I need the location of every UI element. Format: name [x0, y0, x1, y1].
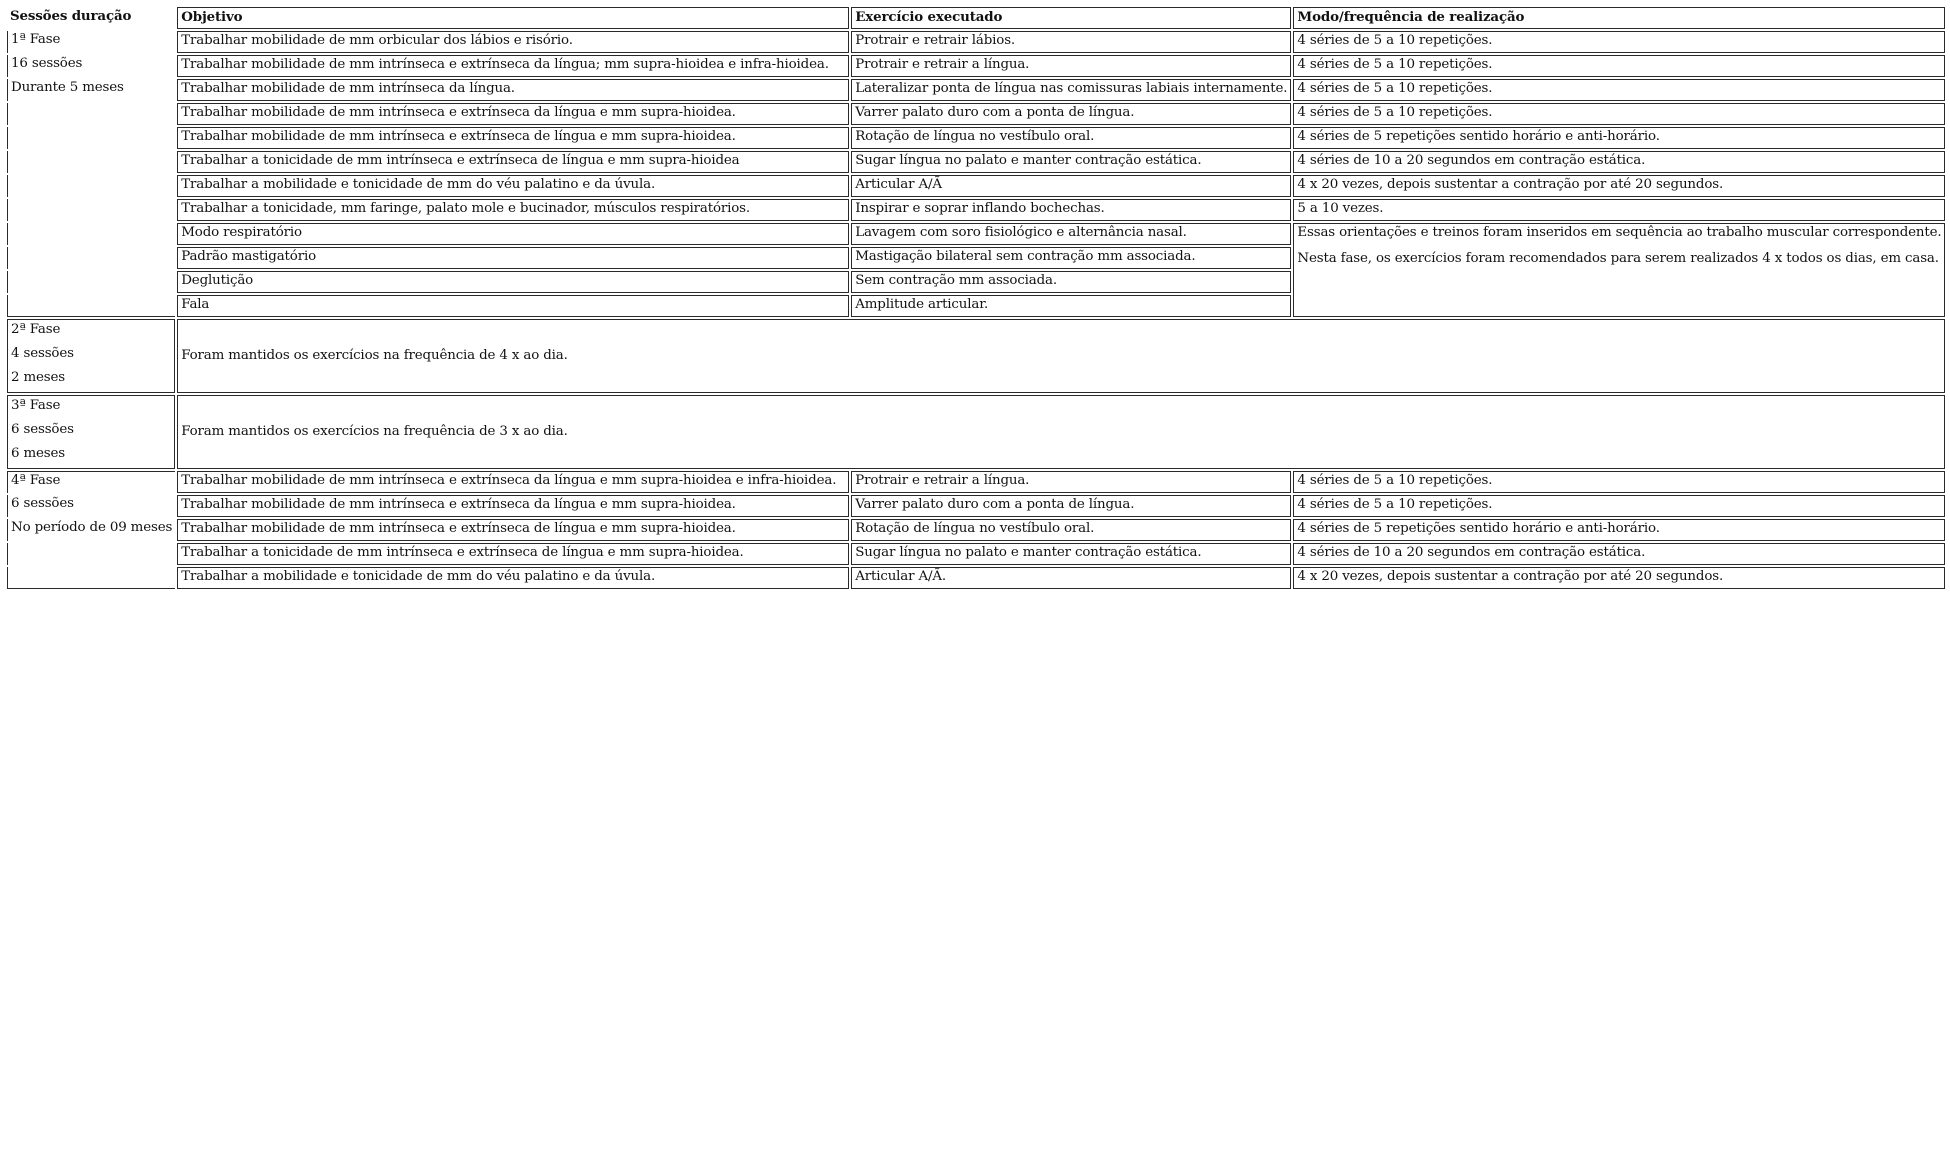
objective-cell: Padrão mastigatório: [177, 247, 849, 269]
mode-cell: 4 x 20 vezes, depois sustentar a contração por até 20 segundos.: [1293, 567, 1945, 589]
objective-cell: Trabalhar mobilidade de mm orbicular dos lábios e risório.: [177, 31, 849, 53]
phase3-label-line: 6 meses: [11, 446, 66, 461]
phase1-label-spacer: [7, 127, 175, 149]
table-row: [7, 55, 1945, 77]
mode-cell: 4 séries de 10 a 20 segundos em contração estática.: [1293, 543, 1945, 565]
objective-cell: Trabalhar mobilidade de mm intrínseca e extrínseca da língua e mm supra-hioidea.: [177, 103, 849, 125]
objective-cell: Trabalhar a tonicidade de mm intrínseca e extrínseca de língua e mm supra-hioidea: [177, 151, 849, 173]
therapy-table: [5, 5, 1947, 591]
mode-cell: 4 séries de 5 a 10 repetições.: [1293, 103, 1945, 125]
objective-cell: Trabalhar a tonicidade, mm faringe, palato mole e bucinador, músculos respiratórios.: [177, 199, 849, 221]
table-row: [7, 471, 1945, 493]
exercise-cell: Sugar língua no palato e manter contração estática.: [851, 151, 1291, 173]
phase1-label-spacer: [7, 199, 175, 221]
mode-cell: 4 x 20 vezes, depois sustentar a contração por até 20 segundos.: [1293, 175, 1945, 197]
exercise-cell: Lateralizar ponta de língua nas comissuras labiais internamente.: [851, 79, 1291, 101]
objective-cell: Trabalhar mobilidade de mm intrínseca e extrínseca de língua e mm supra-hioidea.: [177, 127, 849, 149]
objective-cell: Trabalhar a mobilidade e tonicidade de mm do véu palatino e da úvula.: [177, 567, 849, 589]
phase4-label-spacer: [7, 543, 175, 565]
exercise-cell: Protrair e retrair a língua.: [851, 471, 1291, 493]
mode-cell: 4 séries de 5 a 10 repetições.: [1293, 55, 1945, 77]
objective-cell: Trabalhar mobilidade de mm intrínseca e extrínseca de língua e mm supra-hioidea.: [177, 519, 849, 541]
phase1-label-spacer: [7, 247, 175, 269]
mode-cell: 4 séries de 5 repetições sentido horário e anti-horário.: [1293, 127, 1945, 149]
table-row: [7, 395, 1945, 469]
phase2-label-line: 2 meses: [11, 370, 66, 385]
table-row: [7, 223, 1945, 245]
phase2-label-line: 4 sessões: [11, 346, 74, 361]
exercise-cell: Lavagem com soro fisiológico e alternância nasal.: [851, 223, 1291, 245]
objective-cell: Trabalhar mobilidade de mm intrínseca e extrínseca da língua e mm supra-hioidea.: [177, 495, 849, 517]
table-row: [7, 127, 1945, 149]
mode-cell: 4 séries de 5 repetições sentido horário e anti-horário.: [1293, 519, 1945, 541]
table-row: [7, 543, 1945, 565]
exercise-cell: Articular A/Ã.: [851, 567, 1291, 589]
phase3-label-line: 6 sessões: [11, 422, 74, 437]
phase1-notes-cell: [1293, 223, 1945, 317]
mode-cell: 4 séries de 5 a 10 repetições.: [1293, 495, 1945, 517]
phase1-label-spacer: [7, 223, 175, 245]
exercise-cell: Rotação de língua no vestíbulo oral.: [851, 519, 1291, 541]
exercise-cell: Articular A/Ã: [851, 175, 1291, 197]
table-row: [7, 79, 1945, 101]
header-exercise: Exercício executado: [851, 7, 1291, 29]
table-row: [7, 495, 1945, 517]
objective-cell: Fala: [177, 295, 849, 317]
phase1-label-line: Durante 5 meses: [7, 79, 175, 101]
objective-cell: Modo respiratório: [177, 223, 849, 245]
mode-cell: 4 séries de 5 a 10 repetições.: [1293, 79, 1945, 101]
header-mode-frequency: Modo/frequência de realização: [1293, 7, 1945, 29]
table-row: [7, 519, 1945, 541]
exercise-cell: Amplitude articular.: [851, 295, 1291, 317]
table-row: [7, 567, 1945, 589]
table-row: [7, 151, 1945, 173]
objective-cell: Trabalhar a mobilidade e tonicidade de mm do véu palatino e da úvula.: [177, 175, 849, 197]
header-objective: Objetivo: [177, 7, 849, 29]
phase4-label-line: No período de 09 meses: [7, 519, 175, 541]
objective-cell: Trabalhar mobilidade de mm intrínseca e extrínseca da língua e mm supra-hioidea e infra-hioidea.: [177, 471, 849, 493]
phase1-label-spacer: [7, 271, 175, 293]
objective-cell: Trabalhar mobilidade de mm intrínseca e extrínseca da língua; mm supra-hioidea e infra-hioidea.: [177, 55, 849, 77]
phase1-label-spacer: [7, 151, 175, 173]
table-row: [7, 319, 1945, 393]
header-sessions-duration: Sessões duração: [10, 8, 132, 24]
exercise-cell: Sugar língua no palato e manter contração estática.: [851, 543, 1291, 565]
phase4-label-spacer: [7, 567, 175, 589]
phase2-summary-text: Foram mantidos os exercícios na frequência de 4 x ao dia.: [177, 319, 1945, 393]
exercise-cell: Protrair e retrair lábios.: [851, 31, 1291, 53]
mode-cell: 4 séries de 5 a 10 repetições.: [1293, 31, 1945, 53]
phase3-label-line: 3ª Fase: [11, 398, 61, 413]
phase1-note: Nesta fase, os exercícios foram recomendados para serem realizados 4 x todos os dias, em casa.: [1297, 251, 1939, 266]
table-row: [7, 31, 1945, 53]
exercise-cell: Varrer palato duro com a ponta de língua.: [851, 103, 1291, 125]
objective-cell: Trabalhar mobilidade de mm intrínseca da língua.: [177, 79, 849, 101]
exercise-cell: Inspirar e soprar inflando bochechas.: [851, 199, 1291, 221]
exercise-cell: Rotação de língua no vestíbulo oral.: [851, 127, 1291, 149]
phase3-summary-text: Foram mantidos os exercícios na frequência de 3 x ao dia.: [177, 395, 1945, 469]
phase1-label-line: 1ª Fase: [7, 31, 175, 53]
objective-cell: Trabalhar a tonicidade de mm intrínseca e extrínseca de língua e mm supra-hioidea.: [177, 543, 849, 565]
table-row: [7, 199, 1945, 221]
phase4-label-line: 6 sessões: [7, 495, 175, 517]
phase3-label-cell: [7, 395, 175, 469]
phase2-label-line: 2ª Fase: [11, 322, 61, 337]
mode-cell: 4 séries de 10 a 20 segundos em contração estática.: [1293, 151, 1945, 173]
mode-cell: 4 séries de 5 a 10 repetições.: [1293, 471, 1945, 493]
phase1-label-line: 16 sessões: [7, 55, 175, 77]
objective-cell: Deglutição: [177, 271, 849, 293]
exercise-cell: Varrer palato duro com a ponta de língua.: [851, 495, 1291, 517]
exercise-cell: Protrair e retrair a língua.: [851, 55, 1291, 77]
phase1-label-spacer: [7, 295, 175, 317]
mode-cell: 5 a 10 vezes.: [1293, 199, 1945, 221]
header-row: [7, 7, 1945, 29]
phase2-label-cell: [7, 319, 175, 393]
phase1-label-spacer: [7, 103, 175, 125]
phase1-note: Essas orientações e treinos foram inseridos em sequência ao trabalho muscular correspondente.: [1297, 225, 1942, 240]
table-row: [7, 103, 1945, 125]
exercise-cell: Sem contração mm associada.: [851, 271, 1291, 293]
phase1-label-spacer: [7, 175, 175, 197]
table-row: [7, 175, 1945, 197]
phase4-label-line: 4ª Fase: [7, 471, 175, 493]
exercise-cell: Mastigação bilateral sem contração mm associada.: [851, 247, 1291, 269]
